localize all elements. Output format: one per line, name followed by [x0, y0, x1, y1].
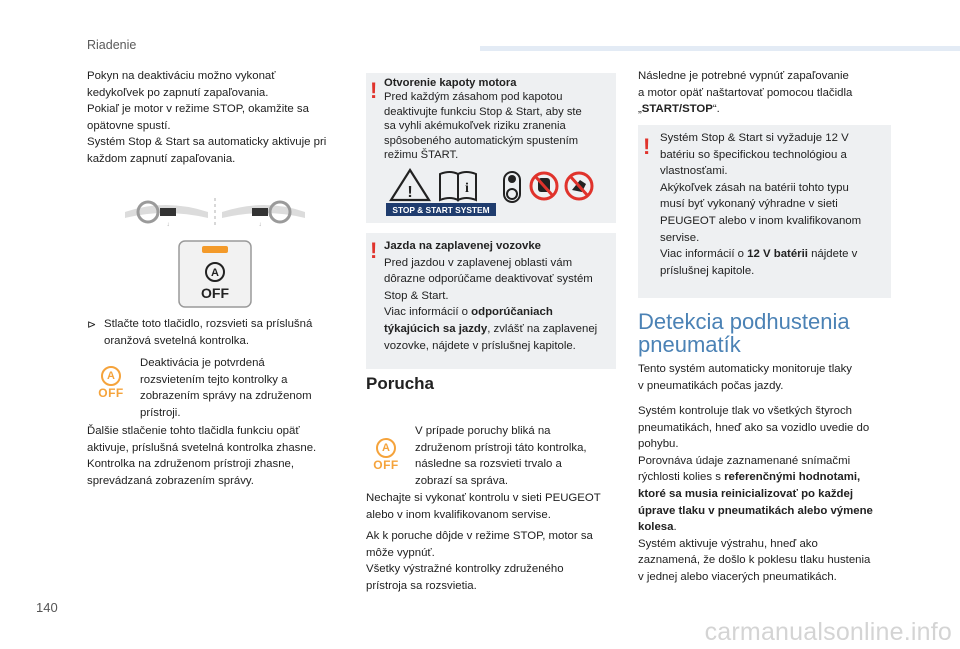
- tyre-intro-paragraph: Tento systém automaticky monitoruje tlaky v pneumatikách počas jazdy.: [638, 363, 852, 392]
- tyre-detection-title: Detekcia podhustenia pneumatík: [638, 309, 850, 357]
- hood-warning-text: Otvorenie kapoty motora Pred každým zásahom pod kapotou deaktivujte funkciu Stop & Start, aby ste sa vyhli akémukoľvek riziku zranenia spôsobeného automatickým spustením režimu ŠTART.: [384, 77, 582, 162]
- auto-off-indicator-icon: A OFF: [368, 438, 404, 472]
- off-button-label: OFF: [201, 285, 229, 301]
- section-header: Riadenie: [87, 38, 137, 52]
- watermark: carmanualsonline.info: [704, 618, 952, 646]
- intro-paragraph: Pokyn na deaktiváciu možno vykonať kedykoľvek po zapnutí zapaľovania. Pokiaľ je motor v režime STOP, okamžite sa opätovne spustí. Systém Stop & Start sa automaticky aktivuje pri každom zapnutí zapaľovania.: [87, 70, 327, 165]
- warning-icon: !: [370, 78, 378, 103]
- battery-warning-text: Systém Stop & Start si vyžaduje 12 V batériu so špecifickou technológiou a vlastnosťami. Akýkoľvek zásah na batérii tohto typu musí byť vykonaný výhradne v sieti PEUGEOT alebo v inom kvalifikovanom servise. Viac informácií o 12 V batérii nájdete v príslušnej kapitole.: [660, 132, 862, 277]
- reactivation-paragraph: Ďalšie stlačenie tohto tlačidla funkciu opäť aktivuje, príslušná svetelná kontrolka zhasne. Kontrolka na združenom prístroji zhasne, sprevádzaná zobrazením správy.: [87, 425, 317, 487]
- svg-text:!: !: [407, 184, 413, 201]
- deactivation-confirmation: Deaktivácia je potvrdená rozsvietením tejto kontrolky a zobrazením správy na združenom prístroji.: [140, 357, 312, 419]
- stop-start-system-label: STOP & START SYSTEM: [392, 205, 490, 215]
- fan-belt-icon: [504, 172, 520, 202]
- tyre-detail-paragraph: Systém kontroluje tlak vo všetkých štyroch pneumatikách, hneď ako sa vozidlo uvedie do pohybu. Porovnáva údaje zaznamenané snímačmi rýchlosti kolies s referenčnými hodnotami, ktoré sa musia reinicializovať po každej úprave tlaku v pneumatikách alebo výmene kolesa. Systém aktivuje výstrahu, hneď ako zaznamená, že došlo k poklesu tlaku hustenia v jednej alebo viacerých pneumatikách.: [638, 405, 873, 583]
- fault-paragraph-service: Nechajte si vykonať kontrolu v sieti PEUGEOT alebo v inom kvalifikovanom servise.: [366, 492, 601, 521]
- bullet-arrow-icon: ⊳: [87, 319, 97, 331]
- dashboard-illustration: [120, 188, 310, 310]
- header-bar: [480, 46, 960, 51]
- fault-section-title: Porucha: [366, 374, 435, 393]
- no-touch-icon: [566, 173, 592, 199]
- page-number: 140: [36, 600, 58, 615]
- warning-icon: !: [643, 134, 651, 159]
- steering-wheel-right-icon: [222, 202, 305, 228]
- steering-wheel-left-icon: [125, 202, 208, 228]
- stop-start-off-button-icon: [179, 241, 251, 307]
- svg-text:↓: ↓: [166, 222, 170, 228]
- fault-paragraph-stop: Ak k poruche dôjde v režime STOP, motor sa môže vypnúť. Všetky výstražné kontrolky združeného prístroja sa rozsvietia.: [366, 530, 593, 592]
- stop-start-label-illustration: [386, 166, 606, 218]
- restart-paragraph: Následne je potrebné vypnúť zapaľovanie a motor opäť naštartovať pomocou tlačidla „START/STOP“.: [638, 70, 853, 116]
- warning-icon: !: [370, 238, 378, 263]
- svg-text:A: A: [211, 267, 219, 279]
- svg-text:↓: ↓: [258, 222, 262, 228]
- no-hand-icon: [531, 173, 557, 199]
- auto-off-indicator-icon: A OFF: [93, 366, 129, 400]
- fault-indicator-text: V prípade poruchy bliká na združenom prístroji táto kontrolka, následne sa rozsvieti trvalo a zobrazí sa správa.: [415, 425, 587, 487]
- flooded-road-warning-text: Jazda na zaplavenej vozovke Pred jazdou v zaplavenej oblasti vám dôrazne odporúčame deaktivovať systém Stop & Start. Viac informácií o odporúčaniach týkajúcich sa jazdy, zvlášť na zaplavenej vozovke, nájdete v príslušnej kapitole.: [384, 240, 598, 352]
- bullet-instruction: Stlačte toto tlačidlo, rozsvieti sa príslušná oranžová svetelná kontrolka.: [104, 318, 313, 347]
- svg-text:i: i: [465, 181, 469, 196]
